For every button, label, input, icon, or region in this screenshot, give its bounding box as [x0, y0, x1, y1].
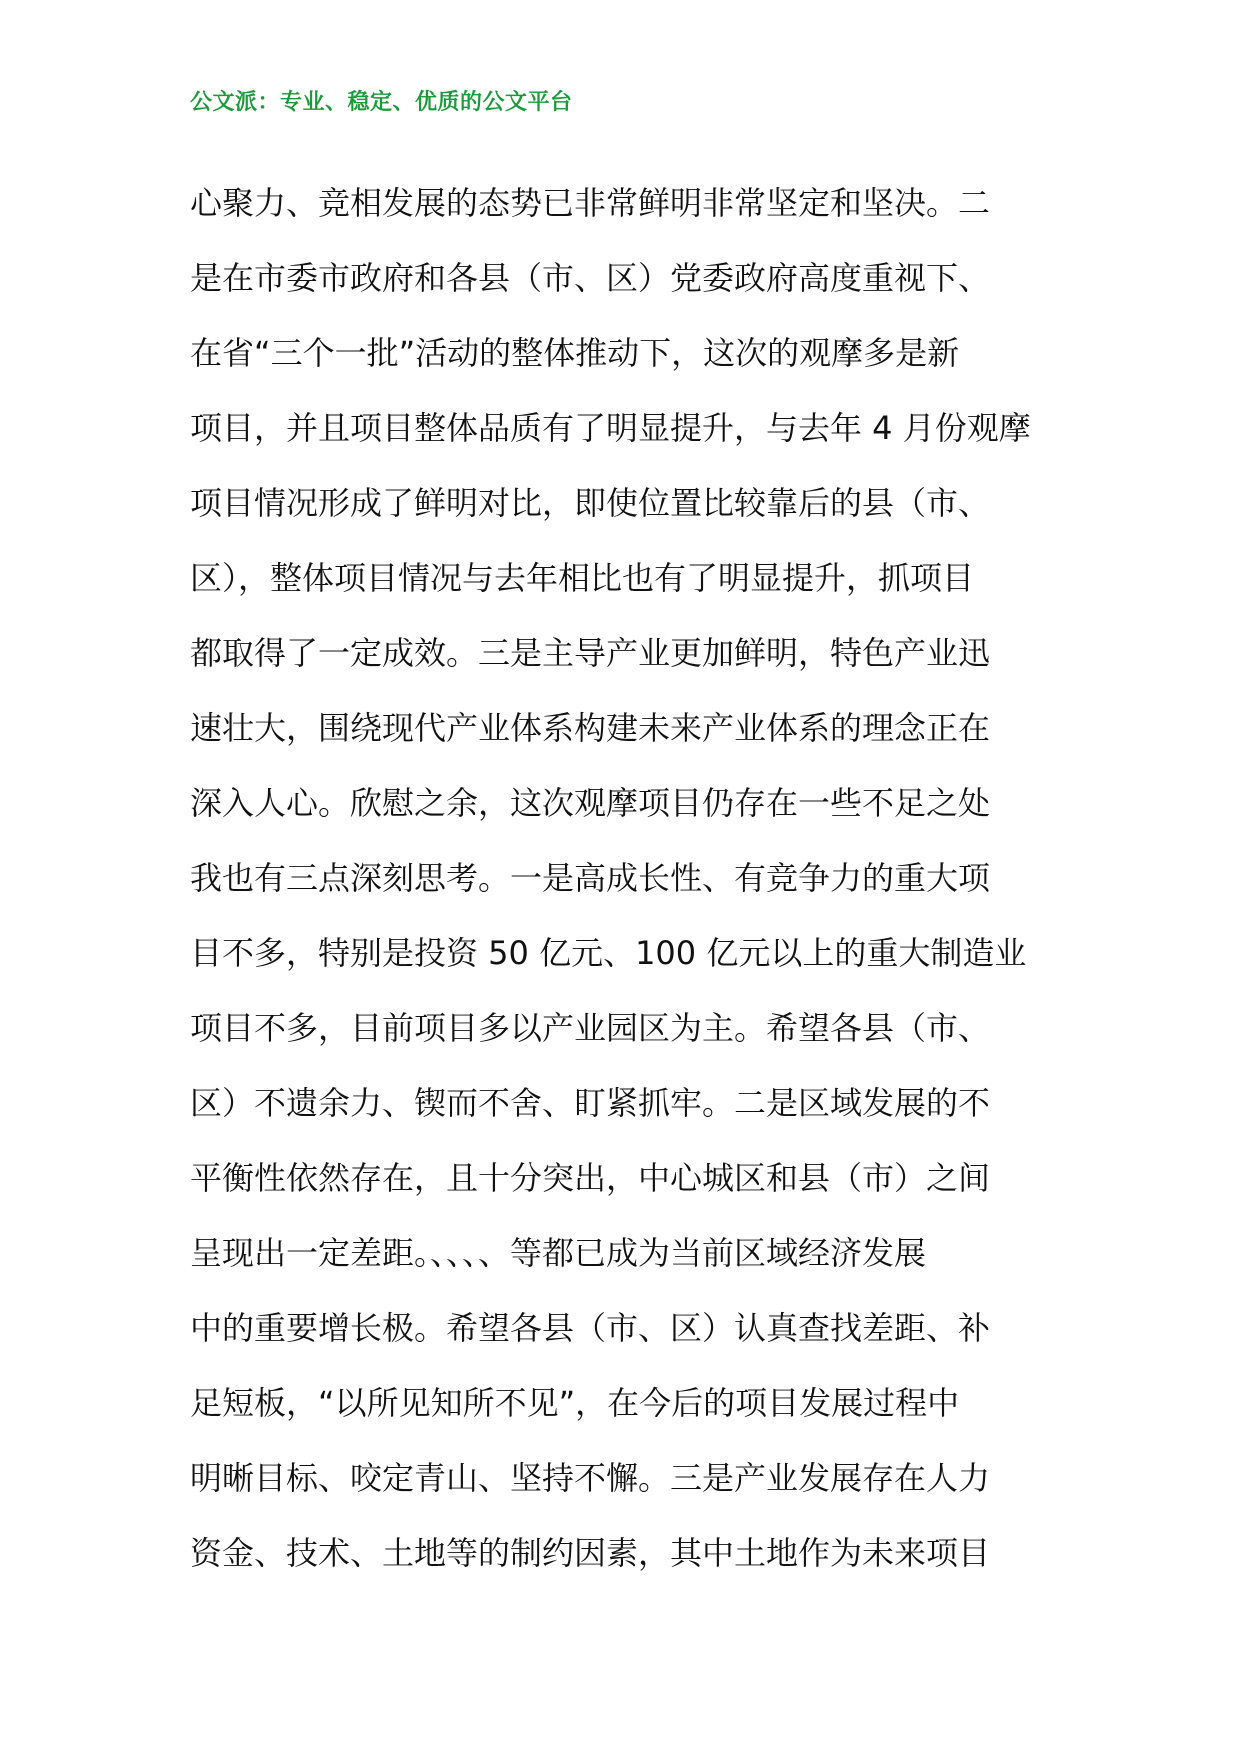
- text-line: 项目，并且项目整体品质有了明显提升，与去年 4 月份观摩: [190, 409, 1031, 447]
- text-line: 中的重要增长极。希望各县（市、区）认真查找差距、补: [190, 1309, 991, 1347]
- text-line: 呈现出一定差距。、、、、等都已成为当前区域经济发展: [190, 1234, 927, 1272]
- text-line: 平衡性依然存在，且十分突出，中心城区和县（市）之间: [190, 1159, 991, 1197]
- text-line: 明晰目标、咬定青山、坚持不懈。三是产业发展存在人力: [190, 1459, 991, 1497]
- page-header: 公文派：专业、稳定、优质的公文平台: [190, 90, 573, 115]
- text-line: 速壮大，围绕现代产业体系构建未来产业体系的理念正在: [190, 709, 991, 747]
- text-line: 资金、技术、土地等的制约因素，其中土地作为未来项目: [190, 1534, 991, 1572]
- text-line: 目不多，特别是投资 50 亿元、100 亿元以上的重大制造业: [190, 934, 1027, 972]
- text-line: 项目不多，目前项目多以产业园区为主。希望各县（市、: [190, 1009, 991, 1047]
- body-paragraph: [190, 166, 1070, 1591]
- text-line: 项目情况形成了鲜明对比，即使位置比较靠后的县（市、: [190, 484, 991, 522]
- text-line: 是在市委市政府和各县（市、区）党委政府高度重视下、: [190, 259, 991, 297]
- text-line: 我也有三点深刻思考。一是高成长性、有竞争力的重大项: [190, 859, 991, 897]
- text-line: 区），整体项目情况与去年相比也有了明显提升，抓项目: [190, 559, 975, 597]
- text-line: 在省“三个一批”活动的整体推动下，这次的观摩多是新: [190, 334, 960, 372]
- text-line: 区）不遗余力、锲而不舍、盯紧抓牢。二是区域发展的不: [190, 1084, 991, 1122]
- text-line: 都取得了一定成效。三是主导产业更加鲜明，特色产业迅: [190, 634, 991, 672]
- text-line: 心聚力、竞相发展的态势已非常鲜明非常坚定和坚决。二: [190, 184, 991, 222]
- text-line: 深入人心。欣慰之余，这次观摩项目仍存在一些不足之处: [190, 784, 991, 822]
- text-line: 足短板，“以所见知所不见”，在今后的项目发展过程中: [190, 1384, 960, 1422]
